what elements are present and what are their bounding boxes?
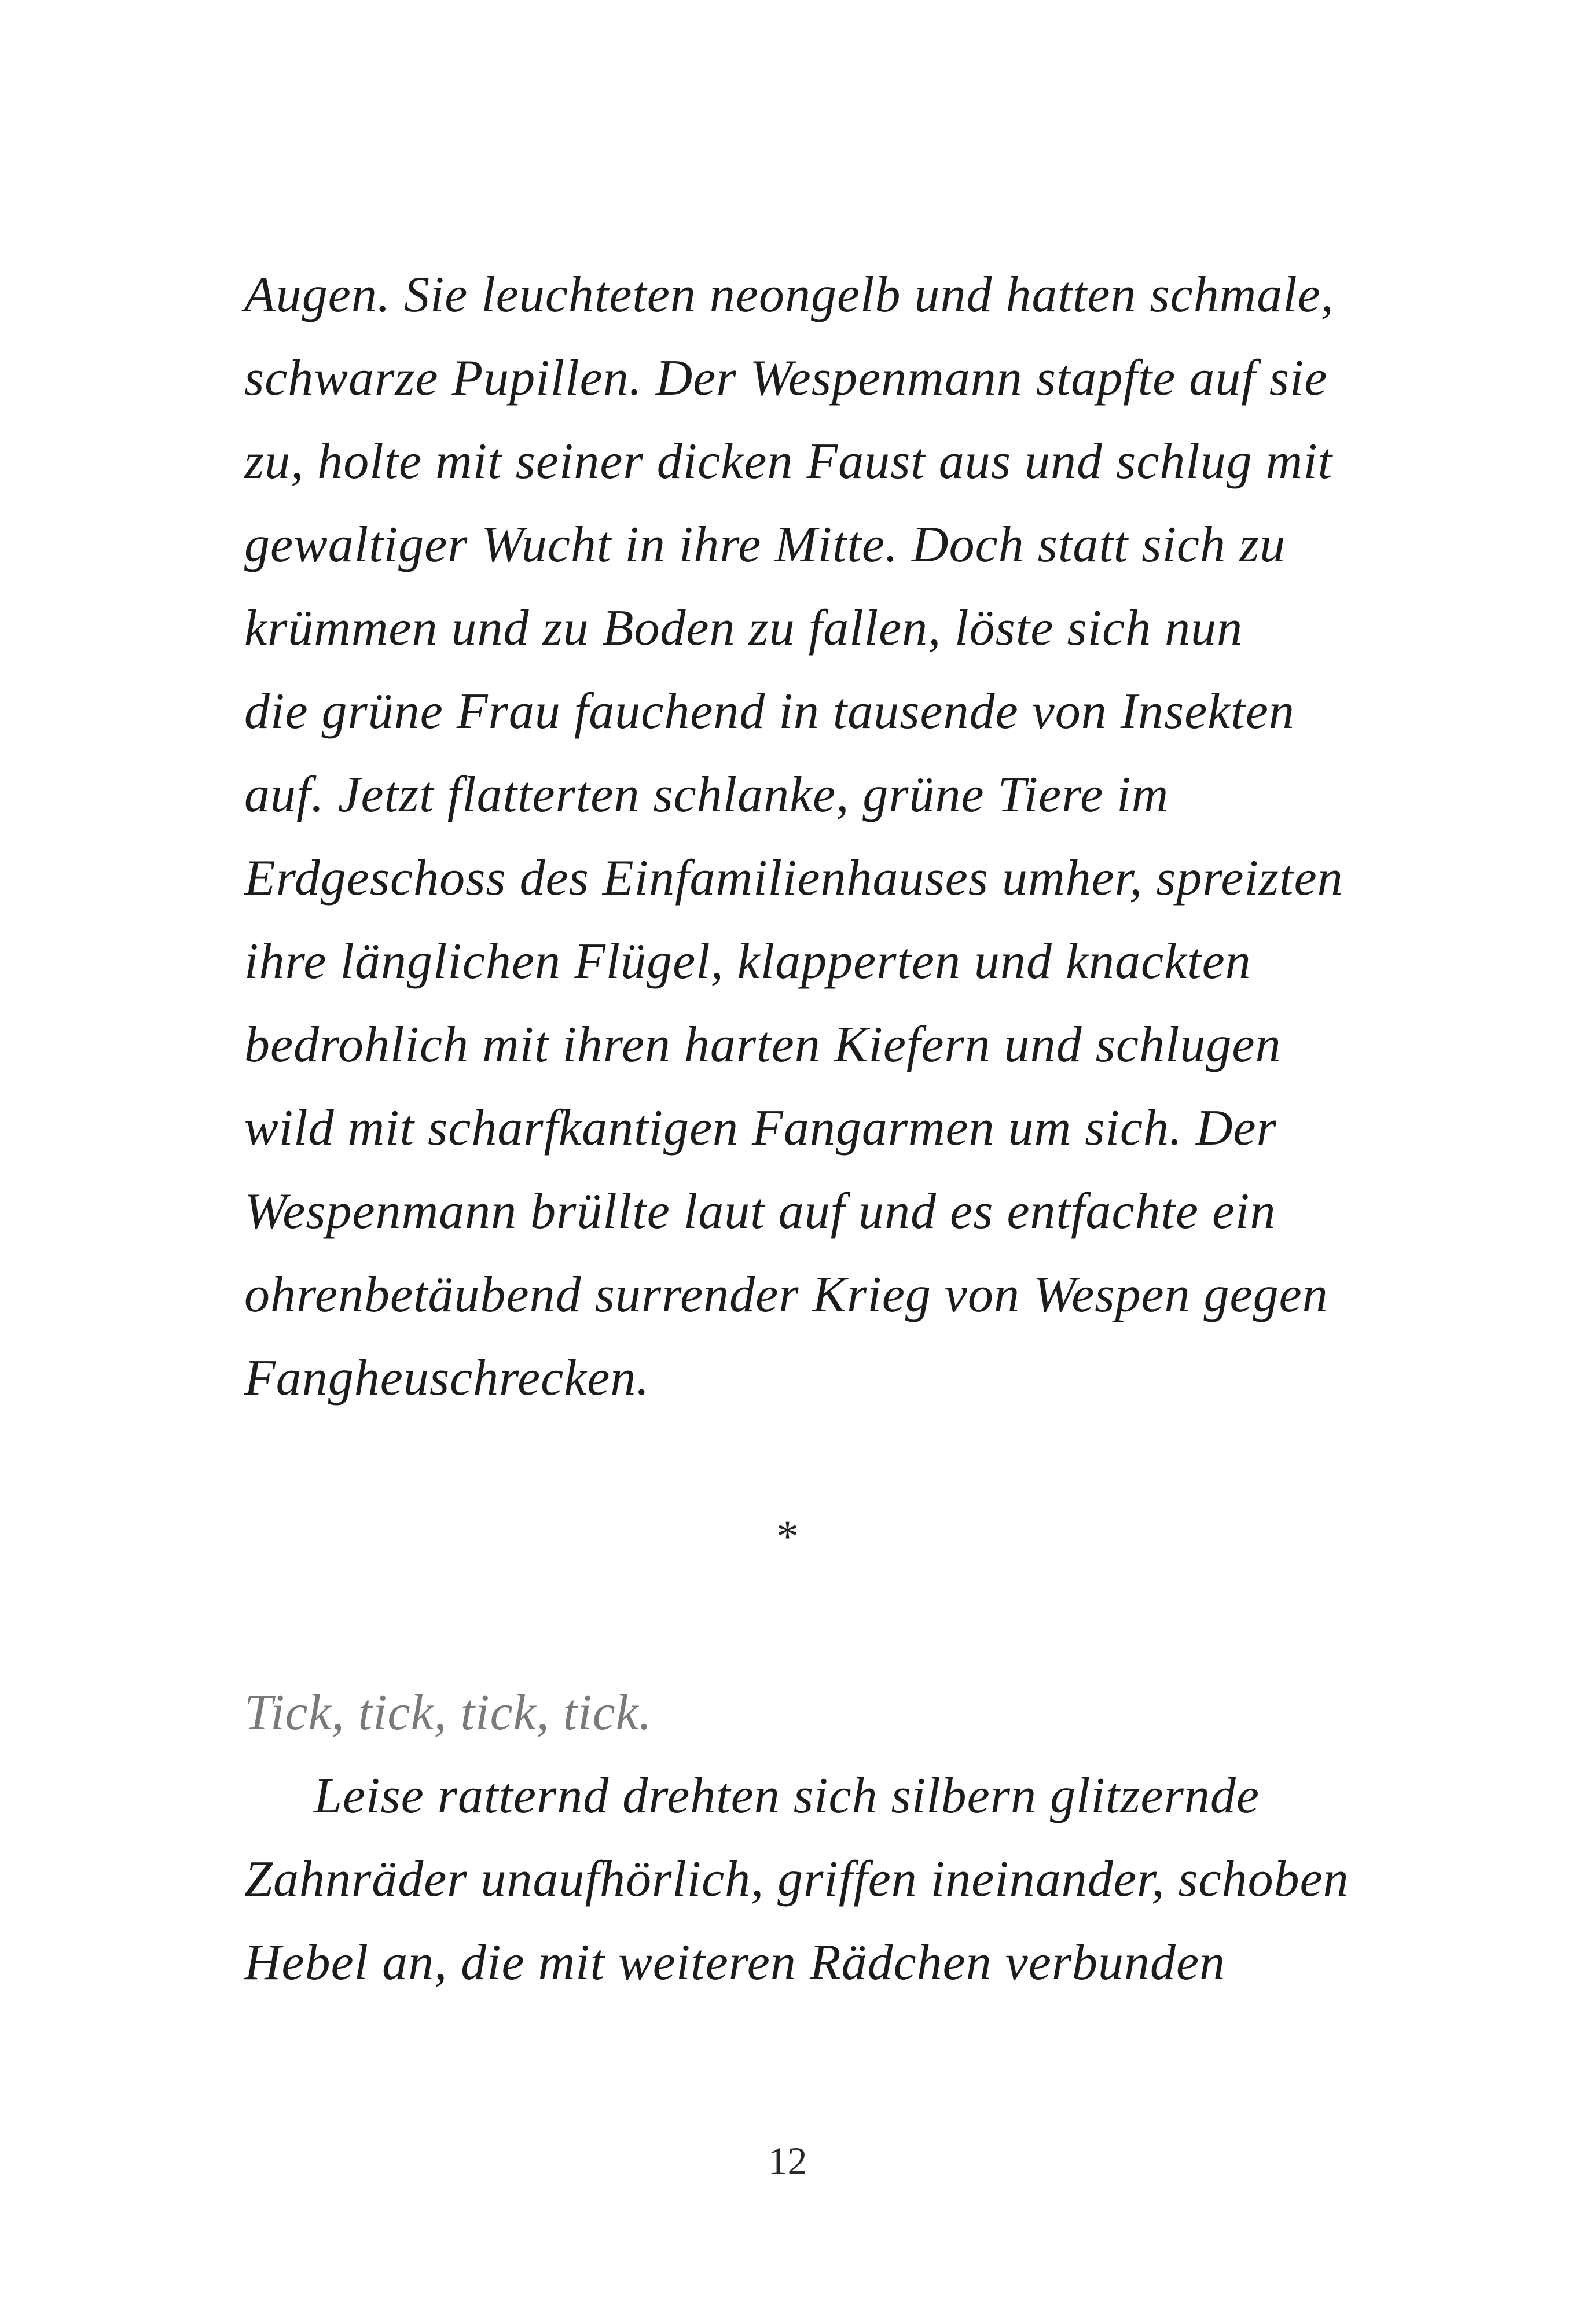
text-line: Erdgeschoss des Einfamilienhauses umher, spreizten	[244, 850, 1343, 906]
page-number: 12	[768, 2139, 807, 2183]
text-line: Augen. Sie leuchteten neongelb und hatten schmale,	[244, 267, 1334, 323]
text-line: Hebel an, die mit weiteren Rädchen verbunden	[244, 1935, 1226, 1991]
text-line: schwarze Pupillen. Der Wespenmann stapfte auf sie	[244, 350, 1328, 406]
text-line: wild mit scharfkantigen Fangarmen um sich. Der	[244, 1100, 1277, 1156]
text-line: bedrohlich mit ihren harten Kiefern und schlugen	[244, 1017, 1282, 1073]
scene-opening-line: Tick, tick, tick, tick.	[244, 1685, 652, 1741]
text-line: die grüne Frau fauchend in tausende von Insekten	[244, 683, 1295, 740]
text-line: ohrenbetäubend surrender Krieg von Wespen gegen	[244, 1267, 1328, 1323]
text-line: auf. Jetzt flatterten schlanke, grüne Tiere im	[244, 767, 1169, 823]
text-line: zu, holte mit seiner dicken Faust aus und schlug mit	[244, 433, 1333, 490]
text-line: Wespenmann brüllte laut auf und es entfachte ein	[244, 1183, 1276, 1240]
text-line: ihre länglichen Flügel, klapperten und knackten	[244, 933, 1251, 990]
text-line: Fangheuschrecken.	[244, 1350, 650, 1406]
section-break-asterisk: *	[776, 1511, 799, 1561]
text-line: Leise ratternd drehten sich silbern glitzernde	[314, 1768, 1260, 1824]
text-line: Zahnräder unaufhörlich, griffen ineinander, schoben	[244, 1851, 1349, 1907]
text-line: gewaltiger Wucht in ihre Mitte. Doch statt sich zu	[244, 517, 1286, 573]
text-line: krümmen und zu Boden zu fallen, löste sich nun	[244, 600, 1243, 656]
